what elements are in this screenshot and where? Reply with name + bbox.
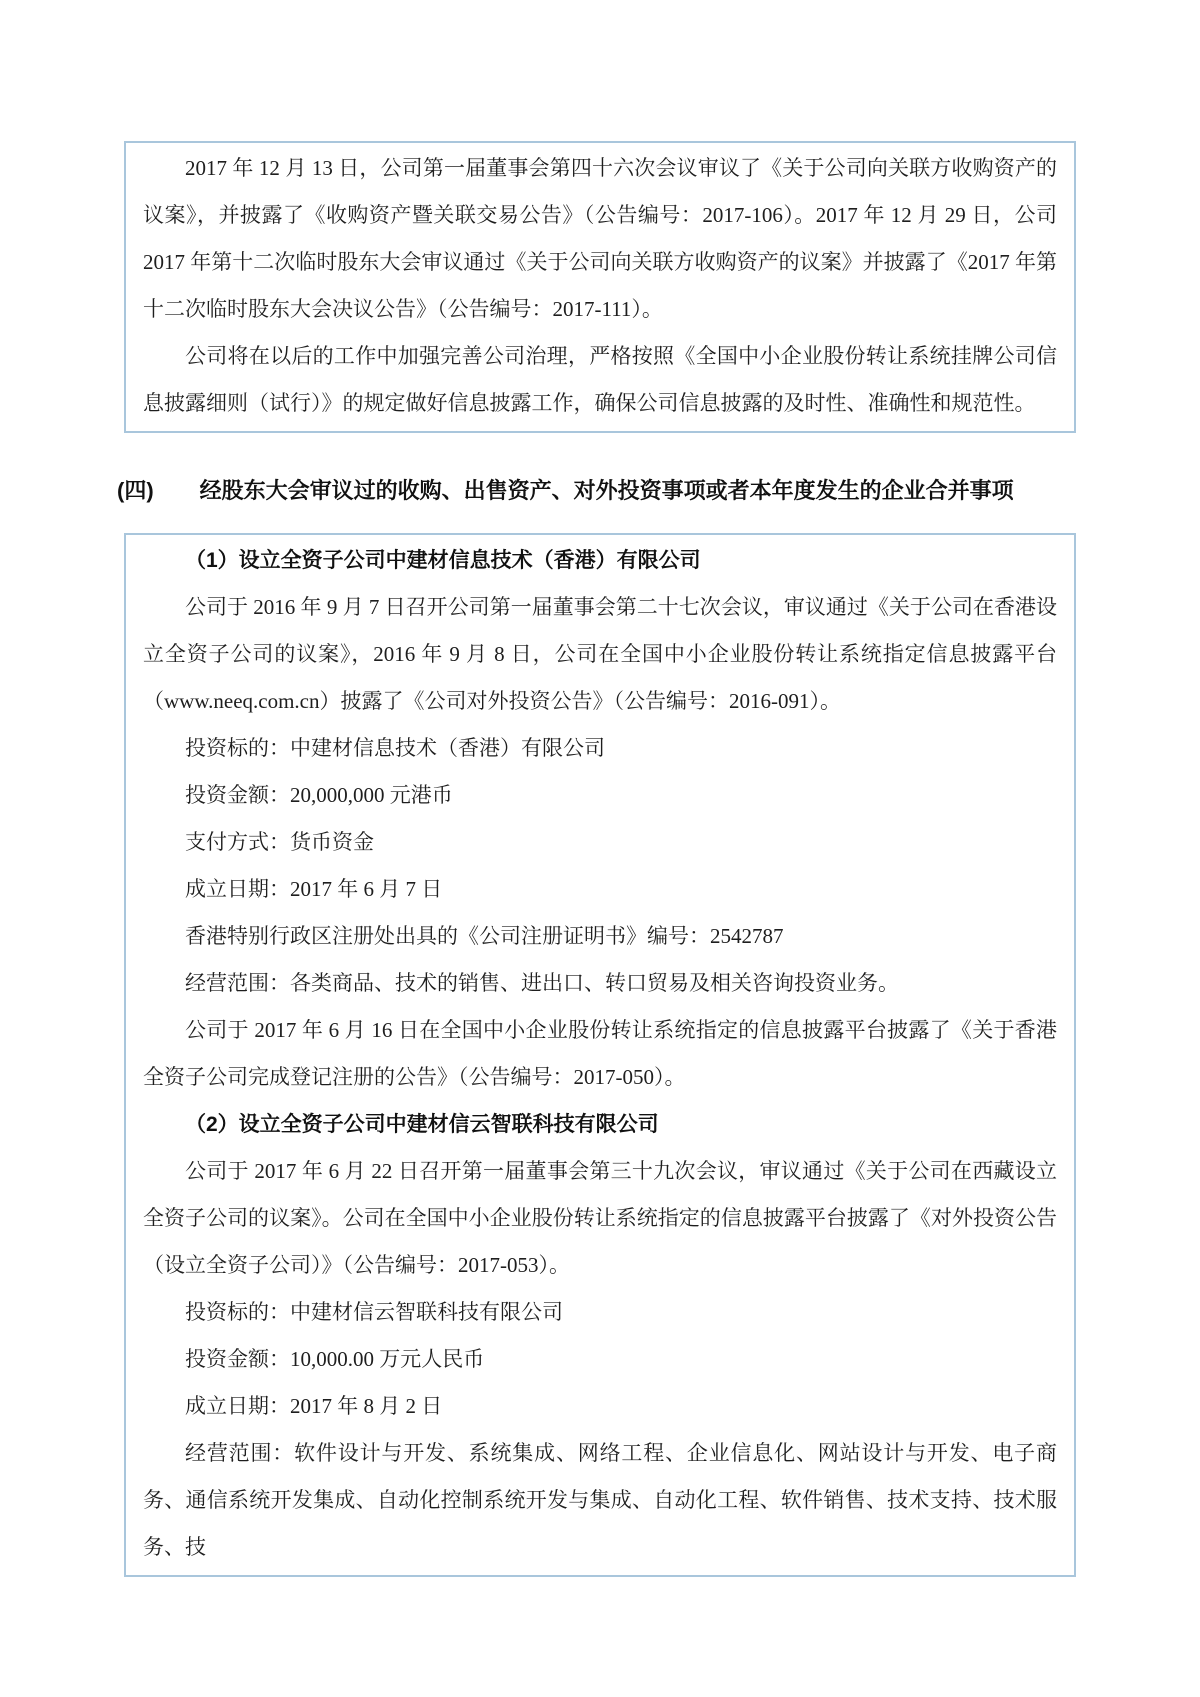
detail-line: 投资标的：中建材信息技术（香港）有限公司 bbox=[185, 736, 605, 760]
item1-details bbox=[143, 725, 1057, 1007]
paragraph: 2017 年 12 月 13 日，公司第一届董事会第四十六次会议审议了《关于公司向关联方收购资产的议案》，并披露了《收购资产暨关联交易公告》（公告编号：2017-106）。2017 年 12 月 29 日，公司 2017 年第十二次临时股东大会审议通过《关于公司向关联方收购资产的议案》并披露了《2017 年第十二次临时股东大会决议公告》（公告编号：2017-111）。 bbox=[143, 156, 1057, 321]
investment-box bbox=[124, 533, 1076, 1577]
item2-details bbox=[143, 1289, 1057, 1571]
section-title: 经股东大会审议过的收购、出售资产、对外投资事项或者本年度发生的企业合并事项 bbox=[199, 478, 1014, 503]
governance-paragraphs bbox=[143, 145, 1057, 427]
detail-line: 投资标的：中建材信云智联科技有限公司 bbox=[185, 1300, 563, 1324]
detail-line: 经营范围：各类商品、技术的销售、进出口、转口贸易及相关咨询投资业务。 bbox=[185, 971, 899, 995]
detail-line: 投资金额：20,000,000 元港币 bbox=[185, 783, 453, 807]
detail-line: 支付方式：货币资金 bbox=[185, 830, 374, 854]
detail-line: 成立日期：2017 年 8 月 2 日 bbox=[185, 1394, 443, 1418]
detail-line: 成立日期：2017 年 6 月 7 日 bbox=[185, 877, 443, 901]
item1-closing: 公司于 2017 年 6 月 16 日在全国中小企业股份转让系统指定的信息披露平台披露了《关于香港全资子公司完成登记注册的公告》（公告编号：2017-050）。 bbox=[143, 1018, 1057, 1089]
section-number: (四) bbox=[117, 478, 154, 503]
section-heading bbox=[117, 475, 1200, 507]
governance-notice-box bbox=[124, 141, 1076, 433]
item1-paragraph: 公司于 2016 年 9 月 7 日召开公司第一届董事会第二十七次会议，审议通过《关于公司在香港设立全资子公司的议案》，2016 年 9 月 8 日，公司在全国中小企业股份转让系统指定信息披露平台（www.neeq.com.cn）披露了《公司对外投资公告》（公告编号：2016-091）。 bbox=[143, 595, 1057, 713]
paragraph: 公司将在以后的工作中加强完善公司治理，严格按照《全国中小企业股份转让系统挂牌公司信息披露细则（试行）》的规定做好信息披露工作，确保公司信息披露的及时性、准确性和规范性。 bbox=[143, 344, 1057, 415]
detail-line: 香港特别行政区注册处出具的《公司注册证明书》编号：2542787 bbox=[185, 924, 784, 948]
detail-line: 经营范围：软件设计与开发、系统集成、网络工程、企业信息化、网站设计与开发、电子商务、通信系统开发集成、自动化控制系统开发与集成、自动化工程、软件销售、技术支持、技术服务、技 bbox=[143, 1441, 1057, 1559]
item2-paragraph: 公司于 2017 年 6 月 22 日召开第一届董事会第三十九次会议，审议通过《关于公司在西藏设立全资子公司的议案》。公司在全国中小企业股份转让系统指定的信息披露平台披露了《对外投资公告（设立全资子公司）》（公告编号：2017-053）。 bbox=[143, 1159, 1057, 1277]
item2-heading: （2）设立全资子公司中建材信云智联科技有限公司 bbox=[185, 1113, 659, 1136]
detail-line: 投资金额：10,000.00 万元人民币 bbox=[185, 1347, 485, 1371]
item1-heading: （1）设立全资子公司中建材信息技术（香港）有限公司 bbox=[185, 549, 701, 572]
